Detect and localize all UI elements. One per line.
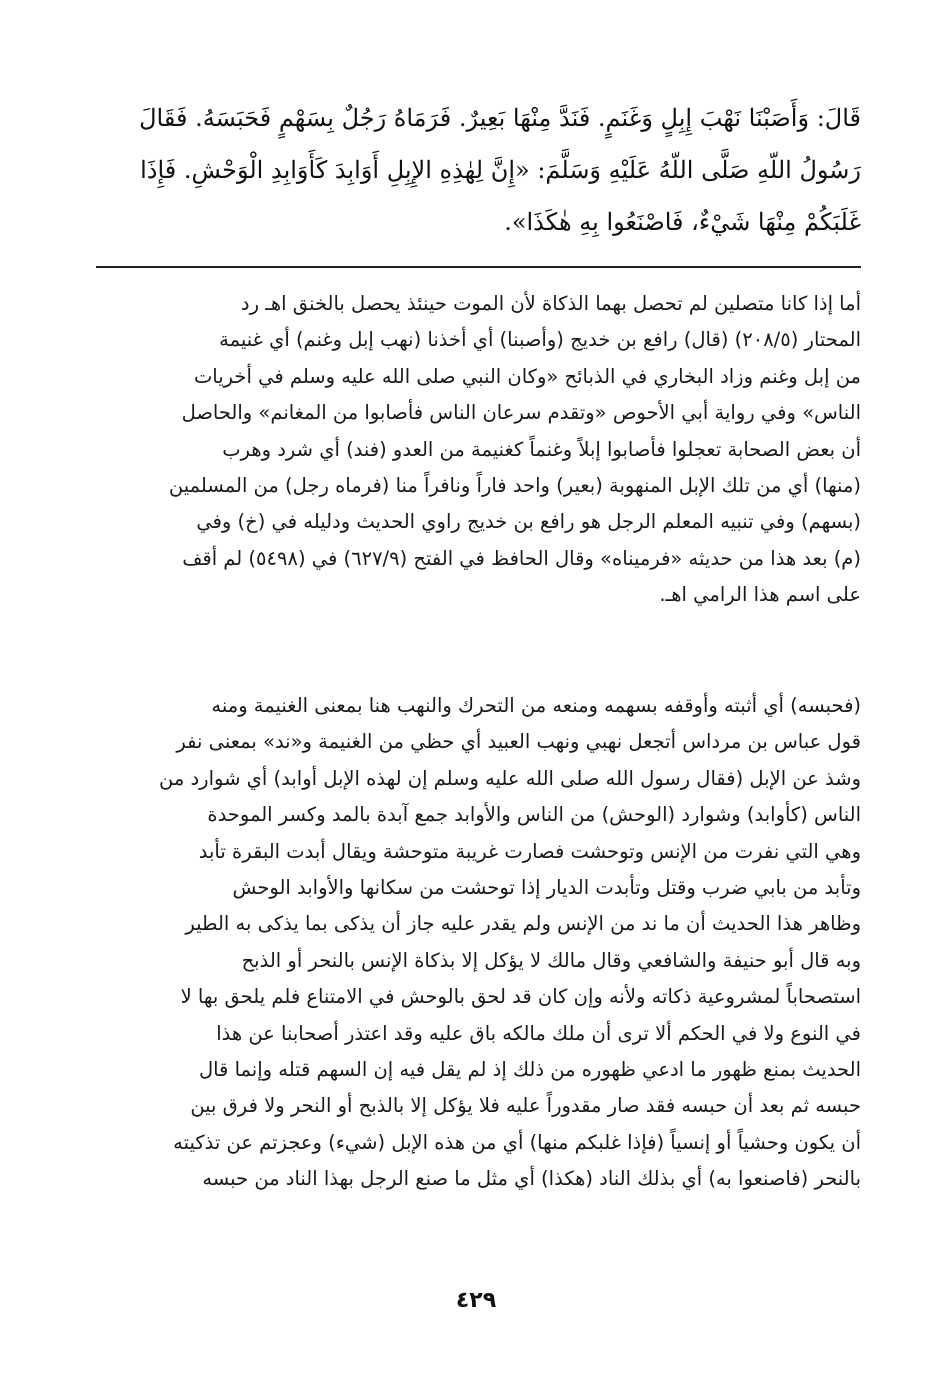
commentary-line: بالنحر (فاصنعوا به) أي بذلك الناد (هكذا) أي مثل ما صنع الرجل بهذا الناد من حبسه xyxy=(202,1167,861,1191)
hadith-line: غَلَبَكُمْ مِنْهَا شَيْءٌ، فَاصْنَعُوا بِهِ هٰكَذَا». xyxy=(504,208,861,236)
commentary-line: أن بعض الصحابة تعجلوا فأصابوا إبلاً وغنماً كغنيمة من العدو (فند) أي شرد وهرب xyxy=(222,437,861,461)
commentary-line: استصحاباً لمشروعية ذكاته ولأنه وإن كان قد لحق بالوحش في الامتناع فلم يلحق بها لا xyxy=(180,985,861,1009)
commentary-line: الحديث بمنع ظهور ما ادعي ظهوره من ذلك إذ لم يقل فيه إن السهم قتله وإنما قال xyxy=(198,1057,861,1081)
commentary-line: أن يكون وحشياً أو إنسياً (فإذا غلبكم منها) أي من هذه الإبل (شيء) وعجزتم عن تذكيته xyxy=(173,1130,861,1154)
commentary-line: وتأبد من بابي ضرب وقتل وتأبدت الديار إذا توحشت من سكانها والأوابد الوحش xyxy=(232,875,861,899)
commentary-line: المحتار (٢٠٨/٥) (قال) رافع بن خديج (وأصبنا) أي أخذنا (نهب إبل وغنم) أي غنيمة xyxy=(219,328,861,352)
commentary-line: أما إذا كانا متصلين لم تحصل بهما الذكاة لأن الموت حينئذ يحصل بالخنق اهـ رد xyxy=(240,292,861,315)
commentary-line: وبه قال أبو حنيفة والشافعي وقال مالك لا يؤكل إلا بذكاة الإنس بالنحر أو الذبح xyxy=(241,948,861,972)
commentary-line: حبسه ثم بعد أن حبسه فقد صار مقدوراً عليه فلا يؤكل إلا بالذبح أو النحر ولا فرق بين xyxy=(190,1094,861,1118)
commentary-line: قول عباس بن مرداس أتجعل نهبي ونهب العبيد أي حظي من الغنيمة و«ند» بمعنى نفر xyxy=(176,730,861,754)
commentary-line: (منها) أي من تلك الإبل المنهوبة (بعير) واحد فاراً ونافراً منا (فرماه رجل) من المسلمين xyxy=(168,473,861,497)
commentary-line: في النوع ولا في الحكم ألا ترى أن ملك مالكه باق عليه وقد اعتذر أصحابنا عن هذا xyxy=(216,1021,861,1045)
commentary-line: (بسهم) وفي تنبيه المعلم الرجل هو رافع بن خديج راوي الحديث ودليله في (خ) وفي xyxy=(196,510,861,534)
commentary-line: وظاهر هذا الحديث أن ما ند من الإنس ولم يقدر عليه جاز أن يذكى بما يذكى به الطير xyxy=(185,912,861,936)
commentary-main xyxy=(96,688,861,1197)
commentary-line: (م) بعد هذا من حديثه «فرميناه» وقال الحافظ في الفتح (٦٢٧/٩) في (٥٤٩٨) لم أقف xyxy=(182,546,861,570)
page-number: ٤٢٩ xyxy=(455,1288,497,1313)
commentary-line: (فحبسه) أي أثبته وأوقفه بسهمه ومنعه من التحرك والنهب هنا بمعنى الغنيمة ومنه xyxy=(211,694,861,717)
hadith-line: رَسُولُ اللّهِ صَلَّى اللّهُ عَلَيْهِ وَسَلَّمَ: «إِنَّ لِهٰذِهِ الإِبِلِ أَوَابِدَ كَأَوَابِدِ الْوَحْشِ. فَإِذَا xyxy=(140,156,861,184)
commentary-line: على اسم هذا الرامي اهـ. xyxy=(659,583,861,607)
commentary-line: وهي التي نفرت من الإنس وتوحشت فصارت غريبة متوحشة ويقال أبدت البقرة تأبد xyxy=(198,839,861,863)
hadith-line: قَالَ: وَأَصَبْنَا نَهْبَ إِبِلٍ وَغَنَمٍ. فَنَدَّ مِنْهَا بَعِيرٌ. فَرَمَاهُ رَجُلٌ بِسَهْمٍ فَحَبَسَهُ. فَقَالَ xyxy=(139,104,861,132)
commentary-line: وشذ عن الإبل (فقال رسول الله صلى الله عليه وسلم إن لهذه الإبل أوابد) أي شوارد من xyxy=(159,766,861,790)
hadith-text xyxy=(96,92,861,248)
commentary-line: الناس (كأوابد) وشوارد (الوحش) من الناس والأوابد جمع آبدة بالمد وكسر الموحدة xyxy=(207,803,861,827)
commentary-line: الناس» وفي رواية أبي الأحوص «وتقدم سرعان الناس فأصابوا من المغانم» والحاصل xyxy=(181,401,861,425)
separator-rule xyxy=(96,266,861,268)
commentary-top xyxy=(96,286,861,614)
commentary-line: من إبل وغنم وزاد البخاري في الذبائح «وكان النبي صلى الله عليه وسلم في أخريات xyxy=(193,364,861,388)
